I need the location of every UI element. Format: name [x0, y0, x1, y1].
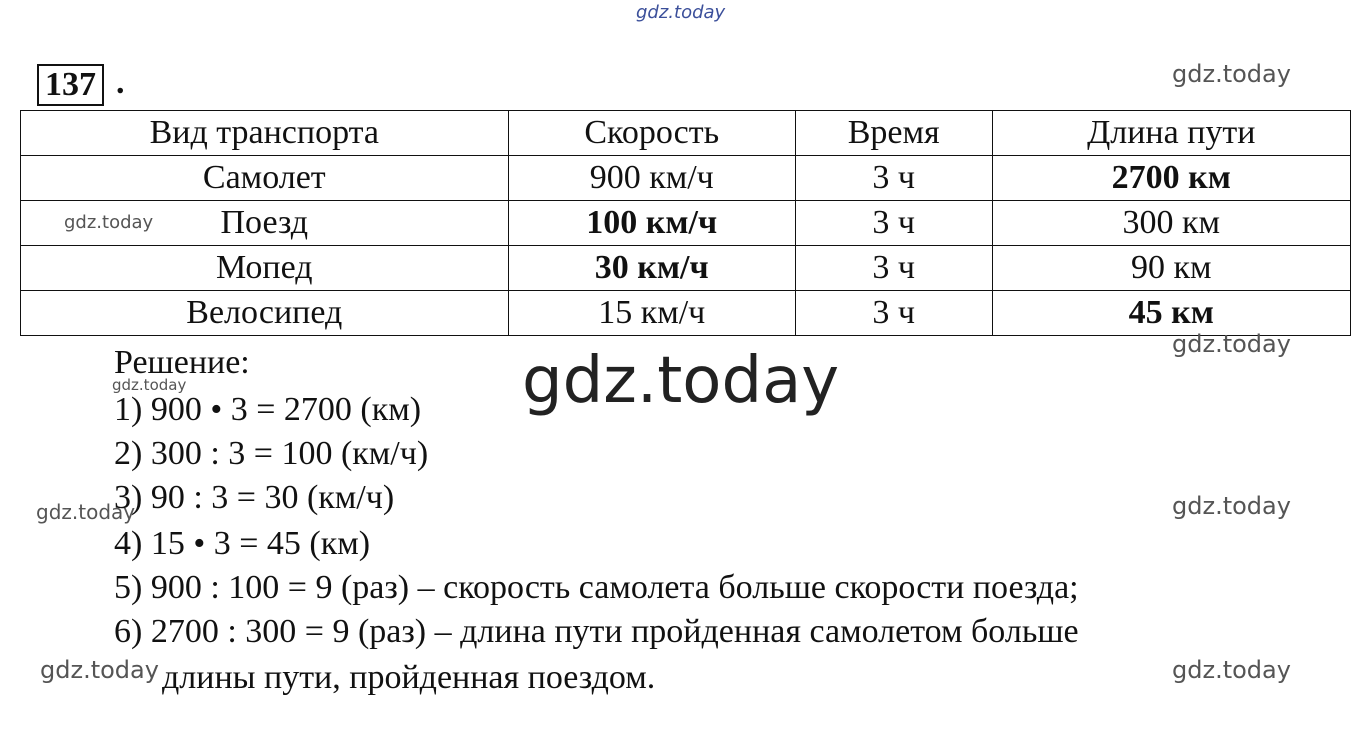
watermark-right-bottom: gdz.today — [1172, 656, 1291, 684]
table-header-row — [21, 111, 1351, 156]
cell-speed: 30 км/ч — [508, 246, 795, 291]
table-row — [21, 246, 1351, 291]
watermark-top: gdz.today — [636, 2, 726, 23]
watermark-center: gdz.today — [522, 344, 840, 418]
watermark-top-right: gdz.today — [1172, 60, 1291, 88]
cell-speed: 100 км/ч — [508, 201, 795, 246]
header-speed: Скорость — [508, 111, 795, 156]
cell-transport: Мопед — [21, 246, 509, 291]
table-row — [21, 291, 1351, 336]
header-time: Время — [795, 111, 992, 156]
header-distance: Длина пути — [992, 111, 1350, 156]
solution-line-6: 6) 2700 : 300 = 9 (раз) – длина пути пройденная самолетом больше — [114, 613, 1079, 650]
watermark-left-bottom: gdz.today — [40, 656, 159, 684]
watermark-left-mid: gdz.today — [36, 500, 136, 524]
watermark-table-right: gdz.today — [1172, 330, 1291, 358]
cell-transport: Поезд — [21, 201, 509, 246]
cell-time: 3 ч — [795, 201, 992, 246]
table-row — [21, 201, 1351, 246]
solution-heading: Решение: — [114, 344, 250, 381]
cell-time: 3 ч — [795, 291, 992, 336]
cell-distance: 45 км — [992, 291, 1350, 336]
cell-distance: 2700 км — [992, 156, 1350, 201]
cell-speed: 900 км/ч — [508, 156, 795, 201]
cell-transport: Самолет — [21, 156, 509, 201]
problem-number-dot: . — [116, 64, 125, 101]
cell-time: 3 ч — [795, 156, 992, 201]
header-transport: Вид транспорта — [21, 111, 509, 156]
watermark-row-left: gdz.today — [64, 212, 154, 233]
cell-distance: 90 км — [992, 246, 1350, 291]
watermark-small-left: gdz.today — [112, 376, 187, 394]
cell-speed: 15 км/ч — [508, 291, 795, 336]
solution-line-3: 3) 90 : 3 = 30 (км/ч) — [114, 479, 395, 516]
cell-transport: Велосипед — [21, 291, 509, 336]
watermark-right-mid: gdz.today — [1172, 492, 1291, 520]
solution-line-5: 5) 900 : 100 = 9 (раз) – скорость самолета больше скорости поезда; — [114, 569, 1079, 606]
solution-line-4: 4) 15 • 3 = 45 (км) — [114, 525, 371, 562]
table-row — [21, 156, 1351, 201]
problem-number: 137 — [37, 64, 104, 106]
solution-line-7: длины пути, пройденная поездом. — [162, 659, 656, 696]
cell-distance: 300 км — [992, 201, 1350, 246]
solution-line-2: 2) 300 : 3 = 100 (км/ч) — [114, 435, 429, 472]
cell-time: 3 ч — [795, 246, 992, 291]
solution-line-1: 1) 900 • 3 = 2700 (км) — [114, 391, 422, 428]
transport-table — [20, 110, 1351, 336]
